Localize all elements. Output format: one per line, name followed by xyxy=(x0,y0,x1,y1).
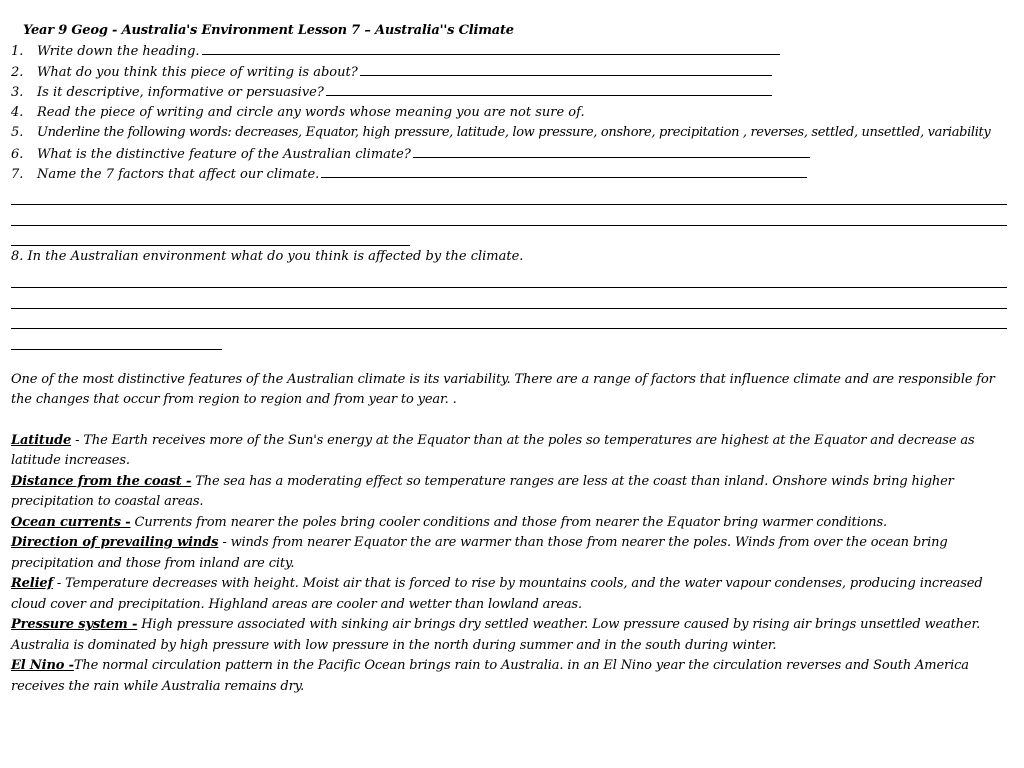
answer-line xyxy=(321,164,807,178)
question-2 xyxy=(11,62,1007,83)
worksheet-title: Year 9 Geog - Australia's Environment Lesson 7 – Australia''s Climate xyxy=(23,23,514,38)
factor-relief xyxy=(11,574,1007,615)
question-6 xyxy=(11,144,1007,165)
question-5 xyxy=(11,123,1007,144)
factor-term: Pressure system - xyxy=(11,617,138,632)
factor-prevailing-winds xyxy=(11,533,1007,574)
question-4 xyxy=(11,103,1007,124)
answer-line xyxy=(413,144,810,158)
question-text: Underline the following words: decreases, Equator, high pressure, latitude, low pressure, onshore, precipitation , reverses, settled, unsettled, variability xyxy=(37,125,991,140)
factor-separator: - xyxy=(218,535,231,550)
factor-term: Distance from the coast - xyxy=(11,473,192,489)
factor-term: Relief xyxy=(11,576,53,591)
question-number: 3. xyxy=(11,85,24,100)
factor-term: El Nino - xyxy=(11,658,74,673)
question-3 xyxy=(11,82,1007,103)
question-text: Name the 7 factors that affect our climate. xyxy=(37,167,320,182)
question-text: What is the distinctive feature of the Australian climate? xyxy=(37,146,411,162)
factor-text: The Earth receives more of the Sun's energy at the Equator than at the poles so temperatures are highest at the Equator and decrease as latitude increases. xyxy=(11,432,975,468)
factor-separator: - xyxy=(52,576,66,591)
question-text: What do you think this piece of writing is about? xyxy=(37,64,358,80)
worksheet xyxy=(11,21,1007,697)
factor-separator: - xyxy=(71,432,84,448)
question-number: 1. xyxy=(11,44,24,59)
answer-line xyxy=(11,268,1007,289)
question-number: 4. xyxy=(11,104,24,120)
question-7 xyxy=(11,164,1007,185)
answer-line xyxy=(360,62,772,76)
question-number: 5. xyxy=(11,125,24,140)
factor-term: Direction of prevailing winds xyxy=(11,535,219,550)
question-1 xyxy=(11,41,1007,62)
question-text: Read the piece of writing and circle any words whose meaning you are not sure of. xyxy=(37,104,585,120)
factor-text: The normal circulation pattern in the Pacific Ocean brings rain to Australia. in an El Nino year the circulation reverses and South America receives the rain while Australia remains dry. xyxy=(11,658,969,694)
answer-line xyxy=(202,41,780,55)
question-number: 6. xyxy=(11,146,24,162)
factor-text: The sea has a moderating effect so temperature ranges are less at the coast than inland. Onshore winds bring higher precipitation to coastal areas. xyxy=(11,473,954,509)
question-text: Is it descriptive, informative or persuasive? xyxy=(37,85,324,100)
question-text: Write down the heading. xyxy=(37,44,200,59)
answer-line xyxy=(11,288,1007,309)
factor-ocean-currents xyxy=(11,513,1007,534)
question-8: 8. In the Australian environment what do you think is affected by the climate. xyxy=(11,249,524,264)
answer-line xyxy=(326,82,772,96)
question-number: 7. xyxy=(11,167,24,182)
intro-paragraph: One of the most distinctive features of the Australian climate is its variability. There are a range of factors that influence climate and are responsible for the changes that occur from region to region and from year to year. . xyxy=(11,371,995,407)
answer-line xyxy=(11,329,222,350)
factor-el-nino xyxy=(11,656,1007,697)
factor-text: winds from nearer Equator the are warmer than those from nearer the poles. Winds from over the ocean bring precipitation and those from inland are city. xyxy=(11,535,948,571)
factor-text: Temperature decreases with height. Moist air that is forced to rise by mountains cools, and the water vapour condenses, producing increased cloud cover and precipitation. Highland areas are cooler and wetter than lowland areas. xyxy=(11,576,983,612)
factor-term: Ocean currents - xyxy=(11,514,131,530)
answer-line xyxy=(11,226,410,247)
answer-line xyxy=(11,185,1007,206)
question-number: 2. xyxy=(11,64,24,80)
answer-line xyxy=(11,309,1007,330)
factor-term: Latitude xyxy=(11,432,72,448)
factor-text: Currents from nearer the poles bring cooler conditions and those from nearer the Equator bring warmer conditions. xyxy=(134,514,887,530)
answer-line xyxy=(11,205,1007,226)
factor-pressure-system xyxy=(11,615,1007,656)
factor-latitude xyxy=(11,431,1007,472)
factor-text: High pressure associated with sinking air brings dry settled weather. Low pressure caused by rising air brings unsettled weather. Australia is dominated by high pressure with low pressure in the north during summer and in the south during winter. xyxy=(11,617,981,653)
factor-distance-from-coast xyxy=(11,472,1007,513)
